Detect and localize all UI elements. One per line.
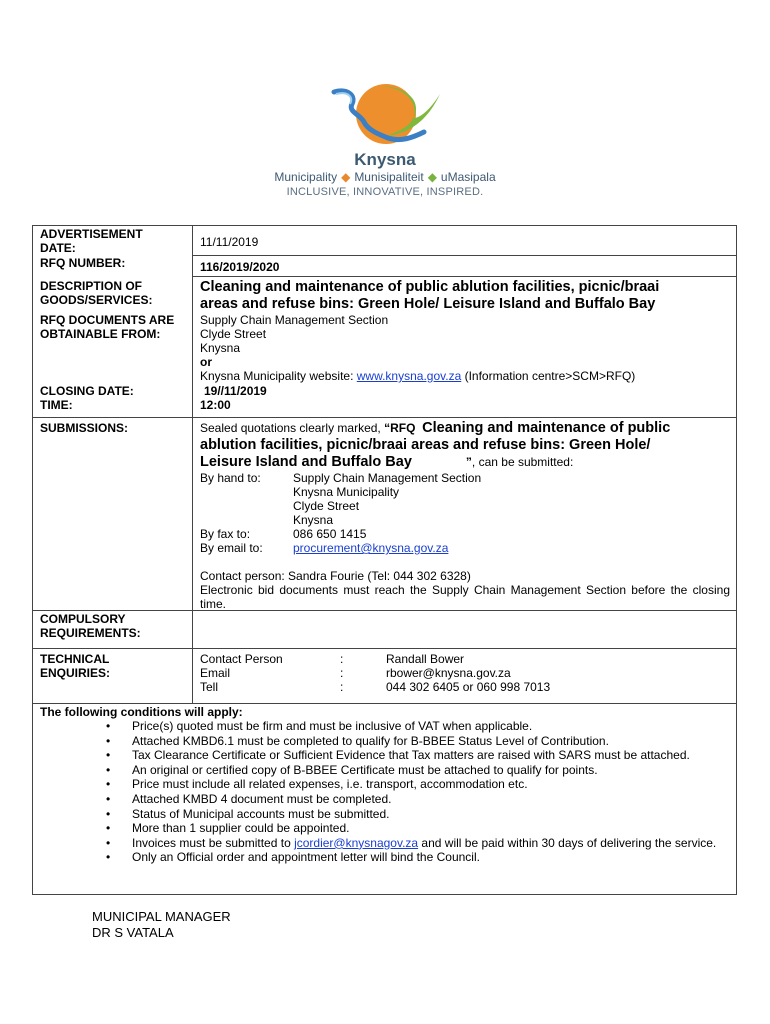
municipality-logo bbox=[0, 0, 770, 210]
rfq-number-value: 116/2019/2020 bbox=[200, 260, 280, 274]
description-value: Cleaning and maintenance of public ablution facilities, picnic/braai areas and refuse bins: Green Hole/ Leisure Island and Buffalo Bay bbox=[200, 279, 660, 312]
invoice-email-link[interactable]: jcordier@knysnagov.za bbox=[294, 835, 419, 850]
brand-sub-1: Municipality bbox=[274, 170, 338, 184]
compulsory-label: COMPULSORY REQUIREMENTS: bbox=[40, 612, 141, 640]
list-item: • Invoices must be submitted to jcordier@knysnagov.za and will be paid within 30 days of delivering the service. bbox=[118, 836, 730, 851]
signatory-title: MUNICIPAL MANAGER bbox=[92, 909, 231, 924]
description-label: DESCRIPTION OF GOODS/SERVICES: bbox=[40, 279, 153, 307]
row-divider bbox=[192, 276, 737, 277]
submissions-value: Sealed quotations clearly marked, “RFQ Cleaning and maintenance of public ablution facilities, picnic/braai areas and refuse bins: Green Hole/ Leisure Island and Buffalo Bay ”, can be submitted: bbox=[200, 420, 671, 470]
rfq-number-label: RFQ NUMBER: bbox=[40, 256, 126, 270]
diamond-icon: ◆ bbox=[341, 170, 351, 184]
rfq-documents-value: Supply Chain Management Section Clyde Street Knysna or Knysna Municipality website: www.knysna.gov.za (Information centre>SCM>RFQ) bbox=[200, 313, 636, 383]
row-divider bbox=[32, 417, 737, 418]
fax-label: By fax to: bbox=[200, 527, 251, 541]
brand-sub-3: uMasipala bbox=[440, 170, 496, 184]
tech-key: Email bbox=[200, 666, 231, 680]
list-item: • An original or certified copy of B-BBEE Certificate must be attached to qualify for points. bbox=[118, 763, 730, 778]
list-item: • Attached KMBD 4 document must be completed. bbox=[118, 792, 730, 807]
knysna-emblem bbox=[326, 78, 446, 150]
signatory-name: DR S VATALA bbox=[92, 925, 174, 940]
tech-key: Tell bbox=[200, 680, 219, 694]
diamond-icon: ◆ bbox=[427, 170, 437, 184]
tech-sep: : bbox=[340, 666, 344, 680]
tech-value: 044 302 6405 or 060 998 7013 bbox=[386, 680, 551, 694]
fax-value: 086 650 1415 bbox=[293, 527, 367, 541]
brand-sub-2: Munisipaliteit bbox=[354, 170, 424, 184]
brand-tagline: INCLUSIVE, INNOVATIVE, INSPIRED. bbox=[286, 186, 484, 198]
tech-sep: : bbox=[340, 680, 344, 694]
list-item: • Status of Municipal accounts must be submitted. bbox=[118, 807, 730, 822]
tech-value: Randall Bower bbox=[386, 652, 465, 666]
closing-date-value: 19//11/2019 12:00 bbox=[200, 384, 267, 412]
technical-enquiries-label: TECHNICAL ENQUIRIES: bbox=[40, 652, 111, 680]
brand-name: Knysna bbox=[354, 150, 416, 169]
procurement-email-link[interactable]: procurement@knysna.gov.za bbox=[293, 541, 449, 555]
adv-date-label: ADVERTISEMENT DATE: bbox=[40, 227, 143, 255]
list-item: • Tax Clearance Certificate or Sufficient Evidence that Tax matters are raised with SARS must be attached. bbox=[118, 748, 730, 763]
tech-sep: : bbox=[340, 652, 344, 666]
list-item: • Attached KMBD6.1 must be completed to qualify for B-BBEE Status Level of Contribution. bbox=[118, 734, 730, 749]
list-item: • More than 1 supplier could be appointed. bbox=[118, 821, 730, 836]
by-hand-label: By hand to: bbox=[200, 471, 261, 485]
conditions-list bbox=[118, 719, 730, 865]
email-value bbox=[293, 541, 448, 555]
list-item: • Only an Official order and appointment letter will bind the Council. bbox=[118, 850, 730, 865]
rfq-documents-label: RFQ DOCUMENTS ARE OBTAINABLE FROM: bbox=[40, 313, 175, 341]
contact-person: Contact person: Sandra Fourie (Tel: 044 302 6328) bbox=[200, 569, 471, 583]
conditions-title: The following conditions will apply: bbox=[40, 705, 243, 719]
row-divider bbox=[192, 255, 737, 256]
website-link[interactable]: www.knysna.gov.za bbox=[356, 369, 462, 383]
brand-subtitle bbox=[0, 170, 770, 184]
closing-date-label: CLOSING DATE: TIME: bbox=[40, 384, 134, 412]
tech-key: Contact Person bbox=[200, 652, 283, 666]
column-divider bbox=[192, 225, 193, 704]
email-label: By email to: bbox=[200, 541, 263, 555]
adv-date-value: 11/11/2019 bbox=[200, 235, 259, 249]
row-divider bbox=[32, 648, 737, 649]
list-item: • Price(s) quoted must be firm and must be inclusive of VAT when applicable. bbox=[118, 719, 730, 734]
electronic-bid-note: Electronic bid documents must reach the Supply Chain Management Section before the closing time. bbox=[200, 583, 730, 611]
by-hand-address: Supply Chain Management Section Knysna Municipality Clyde Street Knysna bbox=[293, 471, 482, 527]
row-divider bbox=[32, 703, 737, 704]
list-item: • Price must include all related expenses, i.e. transport, accommodation etc. bbox=[118, 777, 730, 792]
submissions-label: SUBMISSIONS: bbox=[40, 421, 129, 435]
tech-value: rbower@knysna.gov.za bbox=[386, 666, 511, 680]
